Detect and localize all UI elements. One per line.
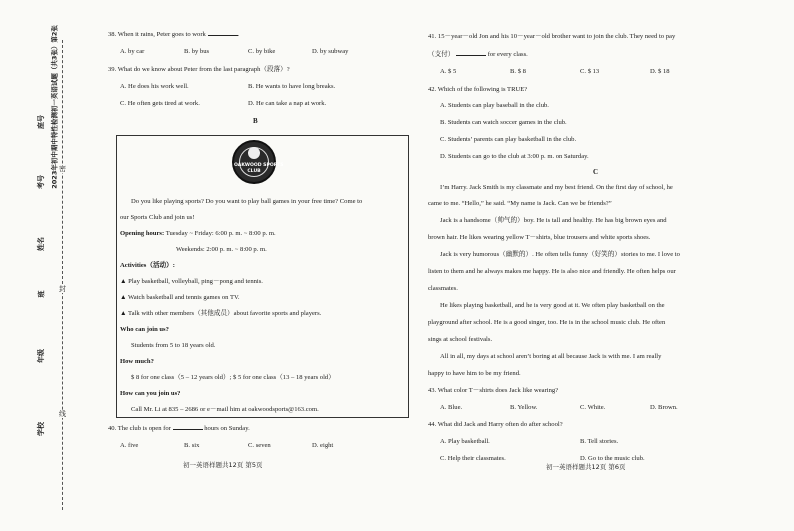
q43-options (440, 404, 678, 412)
passage-line-3: Jack is a handsome（帅气的）boy. He is tall and healthy. He has big brown eyes and (440, 217, 667, 224)
q39-option-b[interactable]: B. He wants to have long breaks. (248, 83, 336, 90)
label-grade: 年级 (36, 349, 45, 364)
q42-option-d[interactable]: D. Students can go to the club at 3:00 p. m. on Saturday. (440, 153, 589, 160)
q41-line1: 41. 15－year－old Jon and his 10－year－old brother want to join the club. They need to pay (428, 33, 676, 40)
ad-activity-2: ▲ Watch basketball and tennis games on TV. (120, 294, 240, 301)
seal-line (62, 40, 63, 510)
ad-much-label: How much? (120, 358, 154, 365)
sports-club-ad (116, 135, 409, 418)
q43-option-d[interactable]: D. Brown. (650, 404, 678, 411)
q42-option-a[interactable]: A. Students can play baseball in the club. (440, 102, 549, 109)
ad-hours-label: Opening hours: (120, 230, 165, 237)
q41-option-a[interactable]: A. $ 5 (440, 68, 457, 75)
ad-activities-label: Activities（活动）: (120, 262, 175, 269)
ad-hours-row1 (120, 230, 276, 238)
label-name: 姓名 (36, 237, 45, 252)
seal-char-1: 密 (59, 165, 66, 173)
q39-option-d[interactable]: D. He can take a nap at work. (248, 100, 327, 107)
logo-text-line1: OAKWOOD SPORTS (234, 163, 284, 168)
ad-who-text: Students from 5 to 18 years old. (131, 342, 216, 349)
q38-options (120, 48, 348, 56)
label-seat-number: 座号 (36, 115, 45, 130)
q40-option-a[interactable]: A. five (120, 442, 139, 449)
left-page (108, 0, 408, 531)
q39-options-row1 (120, 83, 335, 91)
q38-option-c[interactable]: C. by bike (248, 48, 276, 55)
q41-blank (456, 50, 486, 56)
q44-option-a[interactable]: A. Play basketball. (440, 438, 490, 445)
ad-hours-weekday: Tuesday ~ Friday: 6:00 p. m. ~ 8:00 p. m. (165, 230, 276, 237)
q44-options-row1 (440, 438, 618, 446)
question-39: 39. What do we know about Peter from the last paragraph（段落）? (108, 66, 290, 73)
label-exam-number: 考号 (36, 175, 45, 190)
q40-option-c[interactable]: C. seven (248, 442, 271, 449)
q43-option-a[interactable]: A. Blue. (440, 404, 463, 411)
q44-options-row2 (440, 455, 645, 463)
q40-stem-end: hours on Sunday. (204, 425, 250, 432)
q38-stem-end: . (237, 31, 240, 38)
right-page (428, 0, 768, 531)
section-c-label: C (593, 168, 599, 176)
passage-line-2: came to me. “Hello,” he said. “My name is Jack. Can we be friends?” (428, 200, 612, 207)
q41-line2-start: （支付） (428, 51, 455, 58)
logo-text-line2: CLUB (247, 169, 261, 174)
passage-line-5: Jack is very humorous（幽默的）. He often tells funny（好笑的）stories to me. I love to (440, 251, 680, 258)
right-page-footer: 初一英语样题共12页 第6页 (546, 463, 626, 471)
q40-option-b[interactable]: B. six (184, 442, 200, 449)
question-38 (108, 30, 239, 39)
q42-option-c[interactable]: C. Students’ parents can play basketball in the club. (440, 136, 577, 143)
q41-line2 (428, 50, 528, 59)
q44-option-d[interactable]: D. Go to the music club. (580, 455, 645, 462)
q40-stem: 40. The club is open for (108, 425, 171, 432)
passage-line-11: All in all, my days at school aren’t boring at all because Jack is with me. I am really (440, 353, 662, 360)
q38-stem: 38. When it rains, Peter goes to work (108, 31, 206, 38)
ad-hours-weekend: Weekends: 2:00 p. m. ~ 8:00 p. m. (176, 246, 267, 253)
q41-option-b[interactable]: B. $ 8 (510, 68, 526, 75)
question-43: 43. What color T－shirts does Jack like wearing? (428, 387, 559, 394)
passage-line-7: classmates. (428, 285, 458, 292)
ad-intro-line1: Do you like playing sports? Do you want to play ball games in your free time? Come to (131, 198, 363, 205)
seal-char-2: 封 (59, 285, 66, 293)
ad-activity-3: ▲ Talk with other members（其他成员）about favorite sports and players. (120, 310, 322, 317)
question-42: 42. Which of the following is TRUE? (428, 86, 528, 93)
q41-options (440, 68, 670, 76)
q43-option-c[interactable]: C. White. (580, 404, 606, 411)
label-school: 学校 (36, 422, 45, 437)
q40-options (120, 442, 333, 450)
passage-line-6: listen to them and he always makes me happy. He is also nice and friendly. He often helps our (428, 268, 676, 275)
q38-option-b[interactable]: B. by bus (184, 48, 210, 55)
q44-option-b[interactable]: B. Tell stories. (580, 438, 619, 445)
passage-line-12: happy to have him to be my friend. (428, 370, 521, 377)
ad-activity-1: ▲ Play basketball, volleyball, ping－pong and tennis. (120, 278, 263, 285)
q41-line2-end: for every class. (487, 51, 528, 58)
q40-option-d[interactable]: D. eight (312, 442, 334, 449)
q38-option-d[interactable]: D. by subway (312, 48, 349, 55)
passage-line-8: He likes playing basketball, and he is very good at it. We often play basketball on the (440, 302, 665, 309)
q43-option-b[interactable]: B. Yellow. (510, 404, 538, 411)
q44-option-c[interactable]: C. Help their classmates. (440, 455, 506, 462)
passage-line-10: sings at school festivals. (428, 336, 493, 343)
q39-options-row2 (120, 100, 326, 108)
exam-title-vertical: 2023年初中期中特性检测初一英语试题（共3张）第2张 (50, 25, 59, 189)
left-page-footer: 初一英语样题共12页 第5页 (183, 461, 263, 469)
section-b-label: B (253, 117, 258, 125)
q39-option-c[interactable]: C. He often gets tired at work. (120, 100, 200, 107)
ad-much-text: $ 8 for one class（5 – 12 years old）; $ 5 for one class（13 – 18 years old） (131, 374, 335, 381)
q38-option-a[interactable]: A. by car (120, 48, 145, 55)
ad-intro-line2: our Sports Club and join us! (120, 214, 195, 221)
question-44: 44. What did Jack and Harry often do after school? (428, 421, 563, 428)
passage-line-4: brown hair. He likes wearing yellow T－shirts, blue trousers and white sports shoes. (428, 234, 651, 241)
q42-option-b[interactable]: B. Students can watch soccer games in the club. (440, 119, 567, 126)
passage-line-1: I’m Harry. Jack Smith is my classmate and my best friend. On the first day of school, he (440, 184, 673, 191)
question-40 (108, 424, 250, 433)
q38-blank (208, 30, 238, 36)
q41-option-d[interactable]: D. $ 18 (650, 68, 670, 75)
label-class: 班 (37, 290, 46, 298)
sports-club-logo (232, 140, 284, 184)
ad-how-text: Call Mr. Li at 835 – 2686 or e－mail him at oakwoodsports@163.com. (131, 406, 319, 413)
passage-line-9: playground after school. He is a good singer, too. He is in the school music club. He often (428, 319, 666, 326)
binding-strip (0, 0, 98, 531)
q41-option-c[interactable]: C. $ 13 (580, 68, 600, 75)
ad-who-label: Who can join us? (120, 326, 169, 333)
logo-ball-icon (248, 147, 260, 159)
seal-char-3: 线 (59, 410, 66, 418)
ad-how-label: How can you join us? (120, 390, 181, 397)
q39-option-a[interactable]: A. He does his work well. (120, 83, 189, 90)
q40-blank (173, 424, 203, 430)
